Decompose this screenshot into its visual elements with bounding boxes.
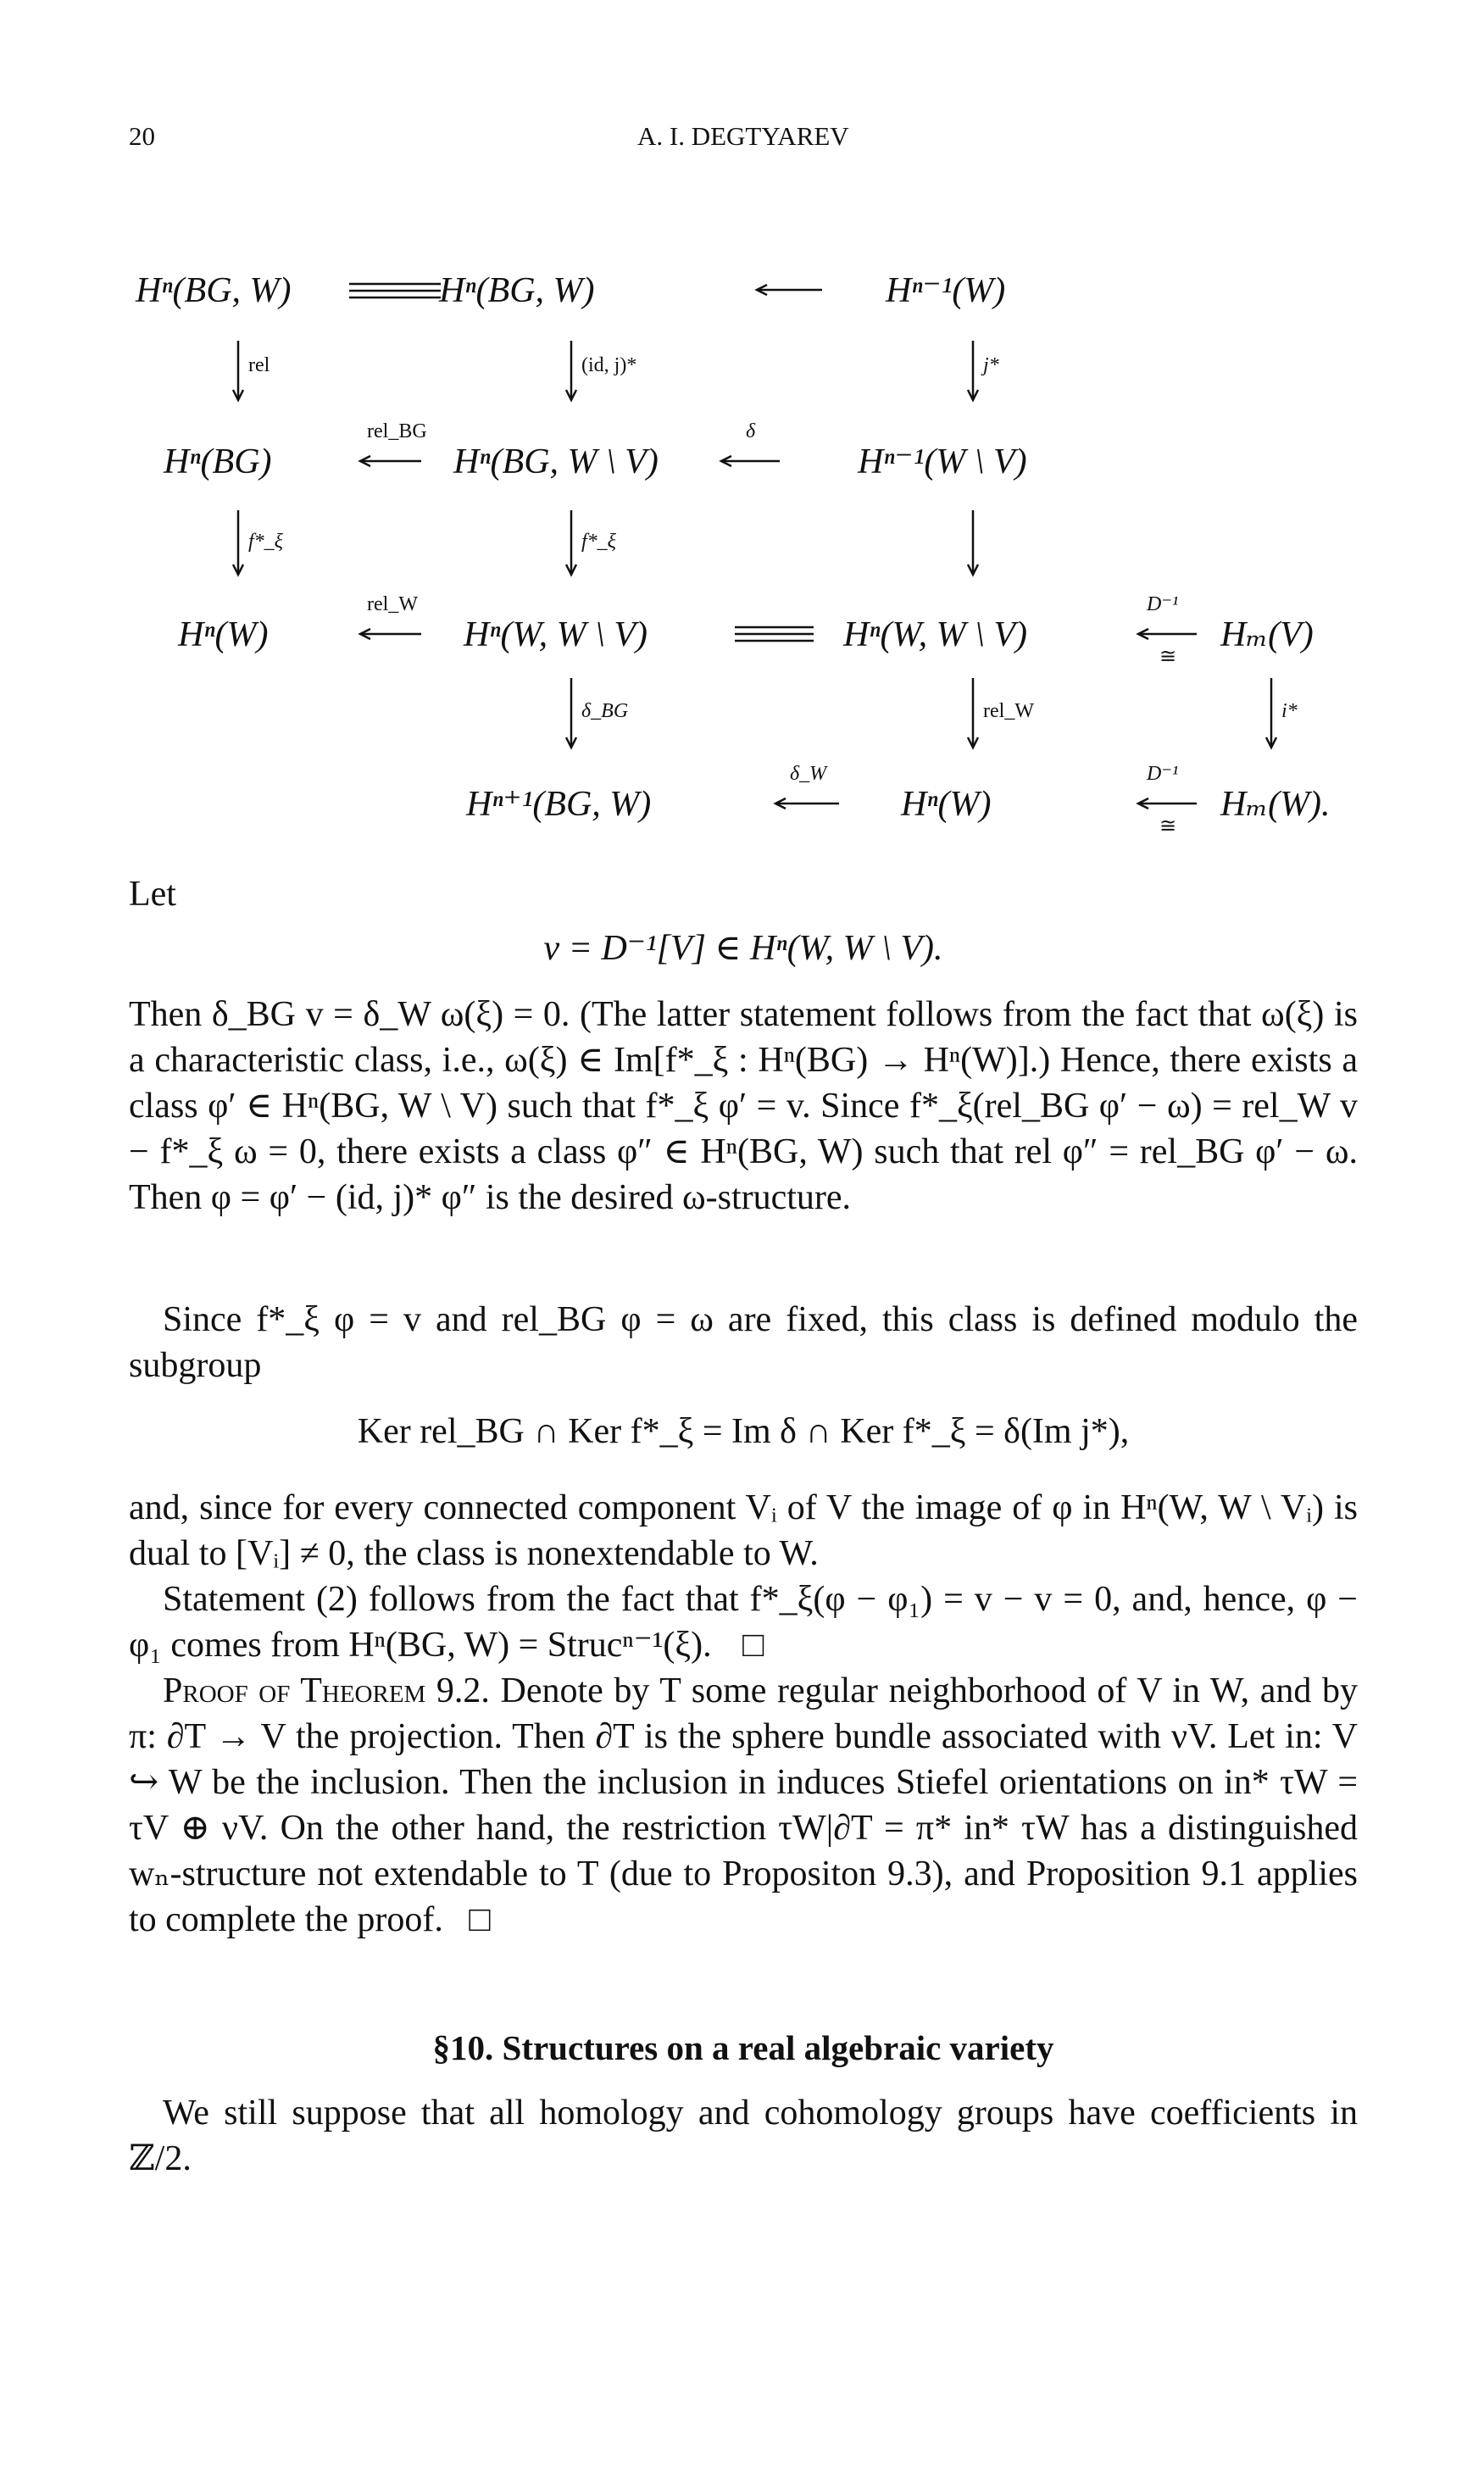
qed-mark: □ bbox=[742, 1626, 764, 1665]
paragraph-2: Since f*_ξ φ = v and rel_BG φ = ω are fixed, this class is defined modulo the subgroup bbox=[129, 1300, 1358, 1385]
label-delta-w: δ_W bbox=[790, 763, 827, 785]
node-hn-w-wv: Hⁿ(W, W \ V) bbox=[464, 615, 648, 654]
label-rel-bg: rel_BG bbox=[367, 420, 427, 442]
label-iso-2: ≅ bbox=[1159, 815, 1177, 837]
equation-kernel: Ker rel_BG ∩ Ker f*_ξ = Im δ ∩ Ker f*_ξ = δ(Im j*), bbox=[357, 1412, 1130, 1451]
label-f-xi-2: f*_ξ bbox=[581, 531, 616, 553]
node-hn1-bg-w: Hⁿ⁺¹(BG, W) bbox=[466, 785, 652, 824]
node-hn-w: Hⁿ(W) bbox=[178, 615, 269, 654]
section-title: §10. Structures on a real algebraic variety bbox=[432, 2028, 1054, 2067]
label-rel-w: rel_W bbox=[367, 593, 418, 615]
label-delta: δ bbox=[746, 420, 756, 442]
node-hn-w-2: Hⁿ(W) bbox=[901, 785, 992, 824]
paragraph-4 bbox=[129, 1576, 1358, 1668]
label-j-star: j* bbox=[983, 354, 999, 376]
node-hm-v: Hₘ(V) bbox=[1220, 615, 1314, 654]
paragraph-3: and, since for every connected component Vᵢ of V the image of φ in Hⁿ(W, W \ Vᵢ) is dual to [Vᵢ] ≠ 0, the class is nonextendable to W. bbox=[129, 1488, 1358, 1573]
node-hn-1-w: Hⁿ⁻¹(W) bbox=[886, 271, 1006, 310]
node-hn-bg: Hⁿ(BG) bbox=[164, 442, 272, 481]
running-title: A. I. DEGTYAREV bbox=[637, 121, 849, 151]
label-id-j: (id, j)* bbox=[581, 354, 637, 376]
label-d-inv: D⁻¹ bbox=[1147, 593, 1179, 615]
label-rel: rel bbox=[248, 354, 270, 376]
label-i-star: i* bbox=[1281, 700, 1298, 722]
node-hn-bg-w: Hⁿ(BG, W) bbox=[136, 271, 292, 310]
commutative-diagram bbox=[0, 246, 1484, 898]
paragraph-5-text: Denote by T some regular neighborhood of V in W, and by π: ∂T → V the projection. Then ∂T is the sphere bundle associated with νV. Let in: V ↪ W be the inclusion. Then the inclusion in induces Stiefel orientations on in* τW = τV ⊕ νV. On the other hand, the restriction τW|∂T = π* in* τW has a distinguished wₙ-structure not extendable to T (due to Propositon 9.3), and Proposition 9.1 applies to complete the proof. bbox=[129, 1671, 1359, 1939]
label-d-inv-2: D⁻¹ bbox=[1147, 763, 1179, 785]
proof-label: Proof of Theorem 9.2. bbox=[163, 1671, 490, 1710]
qed-mark-2: □ bbox=[469, 1900, 491, 1939]
page-number: 20 bbox=[129, 121, 155, 151]
label-f-xi: f*_ξ bbox=[248, 531, 283, 553]
label-iso: ≅ bbox=[1159, 646, 1177, 668]
let-word: Let bbox=[129, 875, 176, 914]
node-hn-bg-wv: Hⁿ(BG, W \ V) bbox=[453, 442, 659, 481]
paragraph-5 bbox=[129, 1668, 1358, 1943]
equation-v: v = D⁻¹[V] ∈ Hⁿ(W, W \ V). bbox=[543, 929, 943, 968]
node-hn-1-wv: Hⁿ⁻¹(W \ V) bbox=[858, 442, 1027, 481]
node-hn-bg-w-2: Hⁿ(BG, W) bbox=[439, 271, 595, 310]
node-hm-w: Hₘ(W). bbox=[1220, 785, 1331, 824]
paragraph-6: We still suppose that all homology and cohomology groups have coefficients in ℤ/2. bbox=[129, 2094, 1358, 2178]
paragraph-1: Then δ_BG v = δ_W ω(ξ) = 0. (The latter statement follows from the fact that ω(ξ) is a characteristic class, i.e., ω(ξ) ∈ Im[f*_ξ : Hⁿ(BG) → Hⁿ(W)].) Hence, there exists a class φ′ ∈ Hⁿ(BG, W \ V) such that f*_ξ φ′ = v. Since f*_ξ(rel_BG φ′ − ω) = rel_W v − f*_ξ ω = 0, there exists a class φ″ ∈ Hⁿ(BG, W) such that rel φ″ = rel_BG φ′ − ω. Then φ = φ′ − (id, j)* φ″ is the desired ω-structure. bbox=[129, 995, 1358, 1217]
paragraph-4-text: Statement (2) follows from the fact that f*_ξ(φ − φ₁) = v − v = 0, and, hence, φ − φ₁ comes from Hⁿ(BG, W) = Strucⁿ⁻¹(ξ). bbox=[129, 1580, 1358, 1665]
node-hn-w-wv-2: Hⁿ(W, W \ V) bbox=[843, 615, 1027, 654]
label-rel-w-2: rel_W bbox=[983, 700, 1034, 722]
label-delta-bg: δ_BG bbox=[581, 700, 629, 722]
